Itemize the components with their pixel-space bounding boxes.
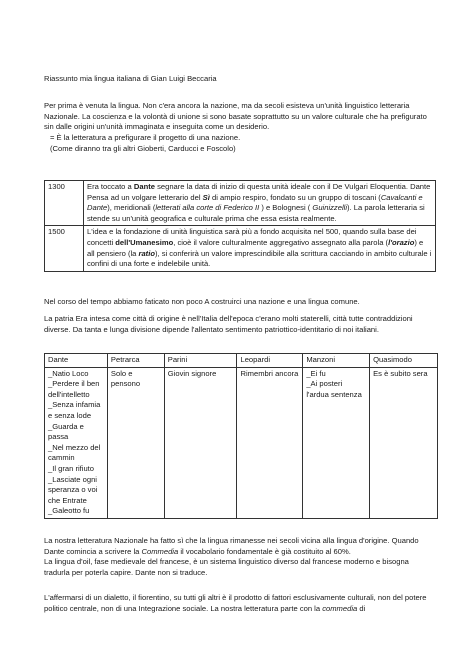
- note-line-2: (Come diranno tra gli altri Gioberti, Carducci e Foscolo): [50, 143, 236, 153]
- text-segment: Cavalcanti e Dante: [87, 192, 423, 213]
- document-title: Riassunto mia lingua italiana di Gian Luigi Beccaria: [44, 74, 217, 83]
- timeline-table: [44, 180, 436, 272]
- note-line-1: = È la letteratura a prefigurare il progetto di una nazione.: [50, 133, 241, 142]
- author-header: Leopardi: [237, 354, 303, 368]
- quote-line: Es è subito sera: [373, 368, 428, 378]
- text-segment: , cioè il valore culturalmente aggregativo assegnato alla parola (: [173, 237, 389, 247]
- timeline-text: [84, 181, 436, 226]
- quote-line: _Senza infamia e senza lode: [48, 400, 101, 420]
- note-block: [50, 133, 430, 154]
- timeline-row: [45, 226, 436, 271]
- text-segment: Guinizzelli: [312, 203, 348, 213]
- text-segment: ) e Bolognesi (: [259, 203, 313, 213]
- quote-line: _Ai posteri l'ardua sentenza: [306, 379, 362, 399]
- quote-line: Solo e pensono: [110, 368, 141, 389]
- text-segment: Sì: [202, 192, 210, 202]
- text-segment: Dante: [133, 182, 155, 191]
- text-segment: di ampio respiro, fondato su un gruppo di toscani (: [209, 192, 381, 202]
- author-header: Dante: [45, 354, 108, 368]
- paragraph-corso: Nel corso del tempo abbiamo faticato non poco A costruirci una nazione e una lingua comune.: [44, 297, 360, 306]
- text-segment: L'affermarsi di un dialetto, il fiorentino, su tutti gli altri è il prodotto di fattori esclusivamente culturali, non del potere politico centrale, non di una Integrazione sociale. La nostra letteratura parte con la: [44, 593, 427, 613]
- timeline-text: [84, 226, 436, 271]
- text-segment: Era toccato a: [87, 182, 134, 191]
- paragraph-affermarsi: [44, 593, 436, 614]
- text-segment: segnare la data di inizio di questa unità ideale con il De Vulgari Eloquentia. Dante Pensa ad un volgare letterario del: [87, 182, 431, 202]
- text-segment: ), meridionali (: [107, 203, 156, 213]
- quote-line: _Perdere il ben dell'intelletto: [48, 379, 100, 399]
- author-quotes: [303, 367, 370, 518]
- text-segment: ). La parola letteraria si stende su un'unità geografica e culturale prima che essa esista realmente.: [87, 203, 425, 223]
- text-segment: Commedia: [141, 546, 179, 556]
- quote-line: _Ei fu: [306, 368, 326, 378]
- author-header: Quasimodo: [370, 354, 438, 368]
- authors-header-row: [45, 354, 438, 368]
- authors-quotes-row: [45, 367, 438, 518]
- author-header: Petrarca: [107, 354, 164, 368]
- text-segment: il vocabolario fondamentale è già costituito al 60%.: [178, 546, 351, 556]
- quote-line: _Lasciate ogni speranza o voi che Entrate: [48, 474, 98, 505]
- quote-line: _Guarda e passa: [48, 421, 84, 442]
- author-quotes: [45, 367, 108, 518]
- quote-line: _Nel mezzo del cammin: [48, 442, 101, 463]
- timeline-year: 1500: [45, 226, 84, 271]
- text-segment: di: [357, 603, 366, 613]
- authors-table: [44, 353, 438, 519]
- quote-line: _Il gran rifiuto: [48, 463, 95, 473]
- intro-paragraph: Per prima è venuta la lingua. Non c'era ancora la nazione, ma da secoli esisteva un'unità linguistico letteraria Nazionale. La coscienza e la volontà di unione si sono basate soprattutto su un valore culturale che ha prefigurato sin dalle origini un'unità immaginata e inseguita come un desiderio.: [44, 101, 427, 132]
- author-quotes: [107, 367, 164, 518]
- quote-line: Giovin signore: [167, 368, 217, 378]
- quote-line: _Galeotto fu: [48, 506, 90, 516]
- author-quotes: [370, 367, 438, 518]
- text-segment: ) e all pensiero (la: [87, 237, 424, 258]
- text-segment: ), si conferirà un valore imprescindibile alla scrittura cacciando in ambito culturale i confini di una forte e indelebile unità.: [87, 248, 432, 269]
- author-quotes: [237, 367, 303, 518]
- author-quotes: [164, 367, 237, 518]
- author-header: Parini: [164, 354, 237, 368]
- paragraph-patria: La patria Era intesa come città di origine è nell'Italia dell'epoca c'erano molti staterelli, città tutte contraddizioni diverse. Da tanta e lunga divisione dipende l'allentato sentimento patriottico-identitario di noi italiani.: [44, 314, 413, 334]
- quote-line: Rimembri ancora: [240, 368, 299, 378]
- timeline-year: 1300: [45, 181, 84, 226]
- text-segment: ratio: [138, 248, 155, 258]
- text-segment: L'idea e la fondazione di unità linguistica sarà più a fondo acquisita nel 500, quando sulla base dei concetti: [87, 227, 417, 247]
- text-segment: La nostra letteratura Nazionale ha fatto sì che la lingua rimanesse nei secoli vicina alla lingua d'origine. Quando Dante comincia a scrivere la: [44, 536, 419, 556]
- timeline-row: [45, 181, 436, 226]
- author-header: Manzoni: [303, 354, 370, 368]
- text-segment: letterati alla corte di Federico II: [155, 203, 260, 213]
- quote-line: _Natio Loco: [48, 368, 89, 378]
- paragraph-nostra: [44, 536, 436, 578]
- text-segment: La lingua d'oil, fase medievale del francese, è un sistema linguistico diverso dal francese moderno e bisogna tradurla per poterla capire. Dante non si traduce.: [44, 557, 409, 577]
- text-segment: l'orazio: [388, 237, 415, 247]
- text-segment: dell'Umanesimo: [115, 237, 174, 247]
- text-segment: commedia: [322, 603, 358, 613]
